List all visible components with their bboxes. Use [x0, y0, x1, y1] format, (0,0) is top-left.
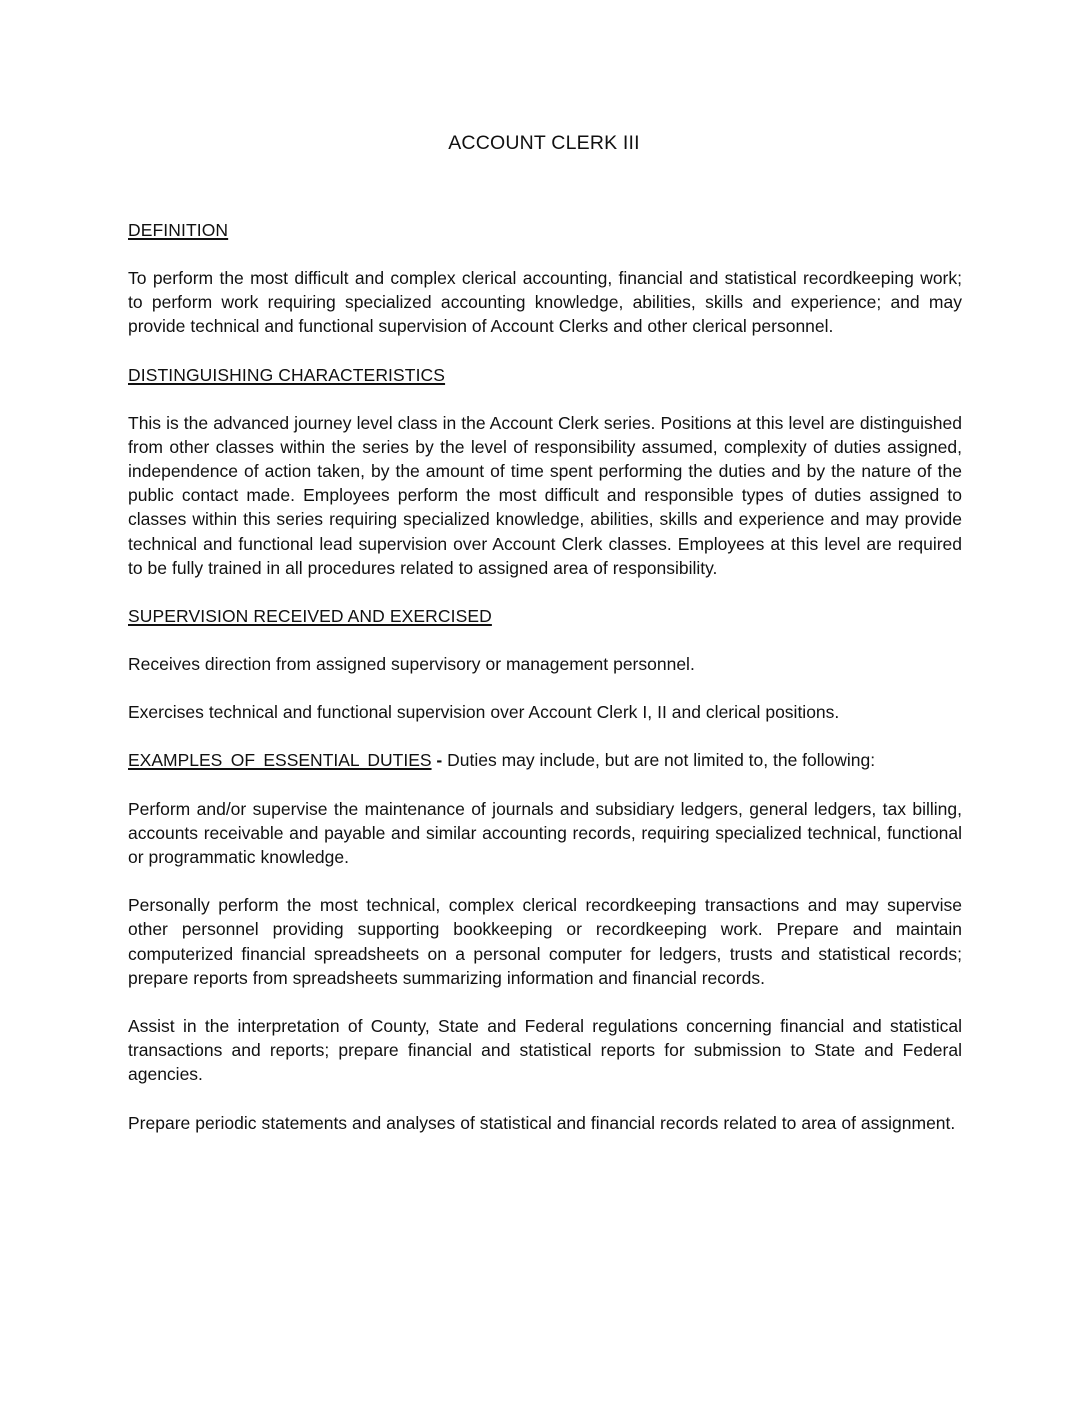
paragraph-distinguishing-characteristics-1: This is the advanced journey level class in the Account Clerk series. Positions at this level are distinguished from other classes within the series by the level of responsibility assumed, complexity of duties assigned, independence of action taken, by the amount of time spent performing the duties and by the nature of the public contact made. Employees perform the most difficult and responsible types of duties assigned to classes within this series requiring specialized knowledge, abilities, skills and experience and may provide technical and functional lead supervision over Account Clerk classes. Employees at this level are required to be fully trained in all procedures related to assigned area of responsibility. [128, 412, 962, 578]
paragraph-duties-3: Assist in the interpretation of County, State and Federal regulations concerning financial and statistical transactions and reports; prepare financial and statistical reports for submission to State and Federal agencies. [128, 1016, 962, 1085]
section-heading-examples-of-essential-duties [128, 748, 962, 772]
page-title: ACCOUNT CLERK III [448, 132, 640, 154]
paragraph-duties-4: Prepare periodic statements and analyses of statistical and financial records related to area of assignment. [128, 1112, 956, 1133]
paragraph-definition-1: To perform the most difficult and complex clerical accounting, financial and statistical recordkeeping work; to perform work requiring specialized accounting knowledge, abilities, skills and experience; and may provide technical and functional supervision of Account Clerks and other clerical personnel. [128, 268, 962, 337]
section-heading-definition-label: DEFINITION [128, 220, 229, 240]
section-heading-definition [128, 218, 962, 242]
section-heading-supervision-received-and-exercised-label: SUPERVISION RECEIVED AND EXERCISED [128, 606, 492, 627]
section-heading-supervision-received-and-exercised [128, 604, 962, 628]
paragraph-supervision-2: Exercises technical and functional supervision over Account Clerk I, II and clerical positions. [128, 702, 840, 723]
section-heading-distinguishing-characteristics-label: DISTINGUISHING CHARACTERISTICS [128, 364, 446, 385]
paragraph-supervision-1: Receives direction from assigned supervisory or management personnel. [128, 654, 695, 675]
paragraph-duties-2: Personally perform the most technical, complex clerical recordkeeping transactions and may supervise other personnel providing supporting bookkeeping or recordkeeping work. Prepare and maintain computerized financial spreadsheets on a personal computer for ledgers, trusts and statistical records; prepare reports from spreadsheets summarizing information and financial records. [128, 895, 962, 988]
paragraph-duties-1: Perform and/or supervise the maintenance of journals and subsidiary ledgers, general ledgers, tax billing, accounts receivable and payable and similar accounting records, requiring specialized technical, functional or programmatic knowledge. [128, 798, 962, 868]
section-heading-distinguishing-characteristics [128, 363, 962, 387]
document-body [128, 218, 962, 1135]
heading-continuation-text: Duties may include, but are not limited to, the following: [447, 750, 876, 771]
section-heading-examples-of-essential-duties-label: EXAMPLES OF ESSENTIAL DUTIES [128, 750, 432, 771]
heading-dash-separator: - [436, 750, 443, 771]
